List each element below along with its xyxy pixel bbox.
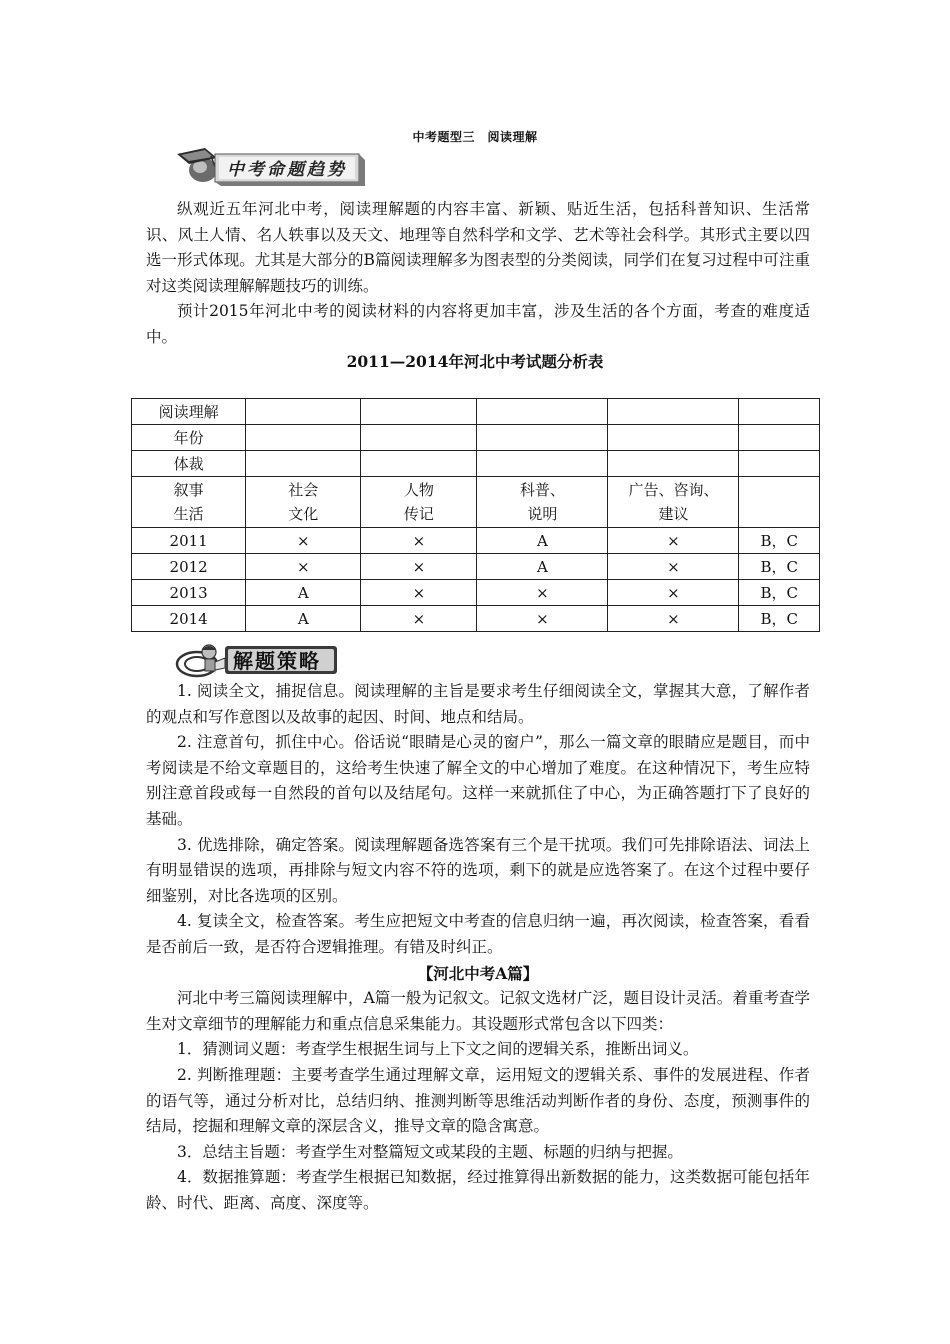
- table-cell: 2014: [132, 606, 246, 632]
- graduation-cap-icon: [177, 148, 217, 182]
- table-cell: [739, 425, 820, 451]
- table-cell: ×: [361, 606, 477, 632]
- strategy-paragraph: 4. 复读全文，检查答案。考生应把短文中考查的信息归纳一遍，再次阅读，检查答案，看看是否前后一致，是否符合逻辑推理。有错及时纠正。: [146, 912, 810, 956]
- table-cell: ×: [477, 606, 608, 632]
- trend-section: [146, 197, 810, 351]
- table-cell: ×: [608, 528, 739, 554]
- table-cell: [739, 399, 820, 425]
- genre-cell: 人物 传记: [361, 477, 477, 528]
- table-cell: [477, 399, 608, 425]
- genre-cell: 科普、 说明: [477, 477, 608, 528]
- table-cell: 2011: [132, 528, 246, 554]
- section-a-paragraph: 4．数据推算题：考查学生根据已知数据，经过推算得出新数据的能力，这类数据可能包括年龄、时代、距离、高度、深度等。: [146, 1168, 810, 1212]
- table-cell: [361, 399, 477, 425]
- table-cell: A: [246, 606, 361, 632]
- table-cell: ×: [361, 580, 477, 606]
- table-cell: [246, 451, 361, 477]
- table-cell: 年份: [132, 425, 246, 451]
- table-cell: 2012: [132, 554, 246, 580]
- table-cell: [361, 425, 477, 451]
- trend-paragraph: 预计2015年河北中考的阅读材料的内容将更加丰富，涉及生活的各个方面，考查的难度适中。: [146, 302, 810, 346]
- genre-cell: 社会 文化: [246, 477, 361, 528]
- table-cell: [608, 425, 739, 451]
- page-title: 中考题型三 阅读理解: [412, 130, 538, 144]
- analysis-table: [131, 398, 820, 632]
- genre-cell: 叙事 生活: [132, 477, 246, 528]
- table-cell: 2013: [132, 580, 246, 606]
- strategy-paragraph: 3. 优选排除，确定答案。阅读理解题备选答案有三个是干扰项。我们可先排除语法、词法上有明显错误的选项，再排除与短文内容不符的选项，剩下的就是应选答案了。在这个过程中要仔细鉴别，对比各选项的区别。: [146, 835, 810, 905]
- table-row: [132, 554, 820, 580]
- table-cell: [739, 451, 820, 477]
- table-cell: A: [246, 580, 361, 606]
- genre-cell: [739, 477, 820, 528]
- table-cell: [477, 425, 608, 451]
- genre-row: [132, 477, 820, 528]
- table-cell: B，C: [739, 554, 820, 580]
- table-cell: B，C: [739, 606, 820, 632]
- trend-banner: [175, 146, 375, 186]
- strategy-section: [146, 679, 810, 1216]
- table-cell: [608, 451, 739, 477]
- reading-student-icon: [177, 645, 225, 676]
- table-row: [132, 528, 820, 554]
- section-a-heading: 【河北中考A篇】: [417, 963, 539, 983]
- table-cell: 阅读理解: [132, 399, 246, 425]
- table-cell: ×: [246, 554, 361, 580]
- table-cell: ×: [361, 528, 477, 554]
- strategy-banner-title: 解题策略: [233, 649, 321, 673]
- section-a-paragraph: 1．猜测词义题：考查学生根据生词与上下文之间的逻辑关系，推断出词义。: [177, 1040, 699, 1059]
- section-a-paragraph: 2. 判断推理题：主要考查学生通过理解文章，运用短文的逻辑关系、事件的发展进程、作者的语气等，通过分析对比，总结归纳、推测判断等思维活动判断作者的身份、态度，预测事件的结局，挖掘和理解文章的深层含义，推导文章的隐含寓意。: [146, 1065, 810, 1136]
- trend-paragraph: 纵观近五年河北中考，阅读理解题的内容丰富、新颖、贴近生活，包括科普知识、生活常识、风土人情、名人轶事以及天文、地理等自然科学和文学、艺术等社会科学。其形式主要以四选一形式体现。尤其是大部分的B篇阅读理解多为图表型的分类阅读，同学们在复习过程中可注重对这类阅读理解解题技巧的训练。: [146, 200, 810, 295]
- trend-banner-title: 中考命题趋势: [227, 160, 347, 180]
- table-row: [132, 399, 820, 425]
- section-a-paragraph: 3．总结主旨题：考查学生对整篇短文或某段的主题、标题的归纳与把握。: [177, 1142, 683, 1161]
- table-cell: B，C: [739, 528, 820, 554]
- table-cell: [608, 399, 739, 425]
- table-cell: [246, 399, 361, 425]
- table-cell: A: [477, 528, 608, 554]
- table-row: [132, 580, 820, 606]
- table-cell: A: [477, 554, 608, 580]
- table-cell: ×: [608, 580, 739, 606]
- table-cell: ×: [477, 580, 608, 606]
- table-cell: [361, 451, 477, 477]
- table-cell: ×: [608, 606, 739, 632]
- table-row: [132, 451, 820, 477]
- table-cell: B，C: [739, 580, 820, 606]
- table-title: 2011—2014年河北中考试题分析表: [346, 352, 604, 371]
- table-cell: ×: [608, 554, 739, 580]
- strategy-banner: [175, 640, 345, 678]
- section-a-paragraph: 河北中考三篇阅读理解中，A篇一般为记叙文。记叙文选材广泛，题目设计灵活。着重考查学生对文章细节的理解能力和重点信息采集能力。其设题形式常包含以下四类：: [146, 989, 810, 1033]
- table-cell: ×: [361, 554, 477, 580]
- table-row: [132, 606, 820, 632]
- strategy-paragraph: 1. 阅读全文，捕捉信息。阅读理解的主旨是要求考生仔细阅读全文，掌握其大意，了解作者的观点和写作意图以及故事的起因、时间、地点和结局。: [146, 682, 810, 726]
- table-row: [132, 425, 820, 451]
- genre-cell: 广告、咨询、 建议: [608, 477, 739, 528]
- strategy-paragraph: 2. 注意首句，抓住中心。俗话说“眼睛是心灵的窗户”，那么一篇文章的眼睛应是题目，而中考阅读是不给文章题目的，这给考生快速了解全文的中心增加了难度。在这种情况下，考生应特别注意首段或每一自然段的首句以及结尾句。这样一来就抓住了中心，为正确答题打下了良好的基础。: [146, 733, 810, 828]
- table-cell: 体裁: [132, 451, 246, 477]
- table-cell: ×: [246, 528, 361, 554]
- table-cell: [477, 451, 608, 477]
- table-cell: [246, 425, 361, 451]
